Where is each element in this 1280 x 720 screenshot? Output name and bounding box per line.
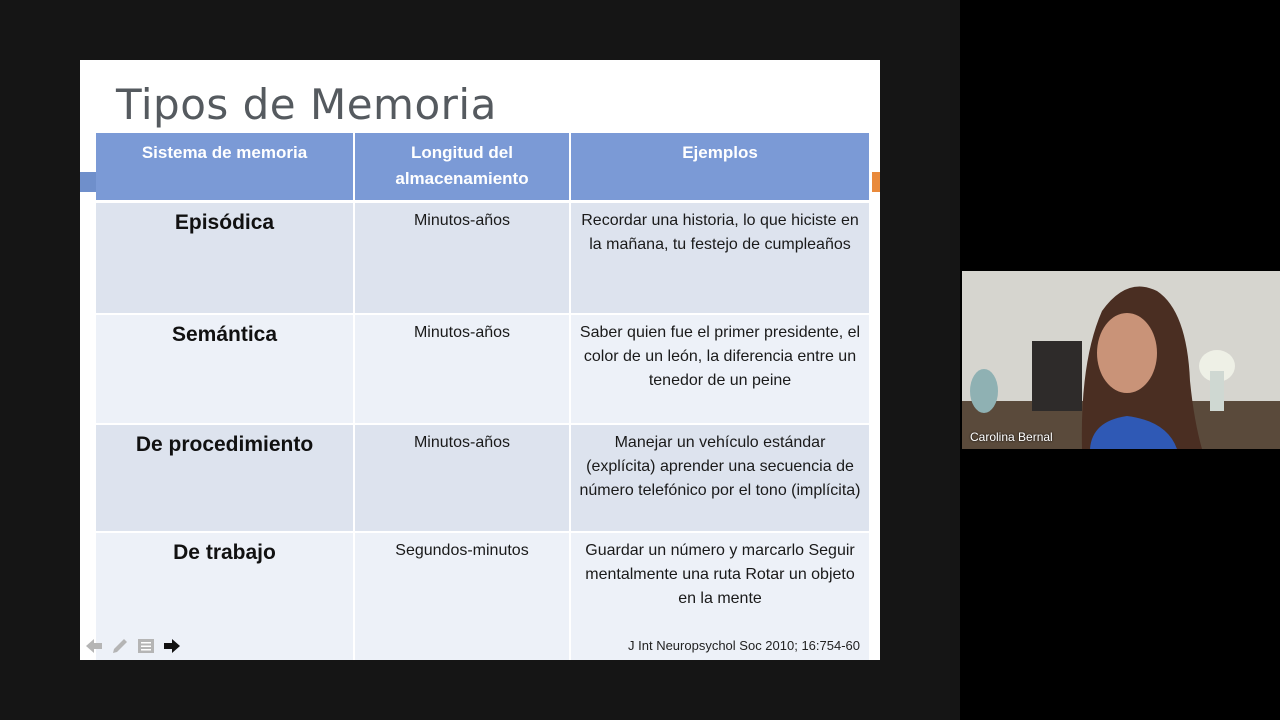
- slide-title: Tipos de Memoria: [116, 80, 497, 129]
- slide-controls: [84, 636, 182, 656]
- presentation-slide: [80, 60, 880, 660]
- header-length: Longitud del almacenamiento: [354, 133, 570, 202]
- accent-bar-left: [80, 172, 96, 192]
- arrow-right-icon[interactable]: [162, 636, 182, 656]
- table-header-row: [96, 133, 870, 202]
- table-row: [96, 314, 870, 424]
- cell-examples: Recordar una historia, lo que hiciste en la mañana, tu festejo de cumpleaños: [570, 202, 870, 315]
- table-row: [96, 202, 870, 315]
- cell-examples: Saber quien fue el primer presidente, el color de un león, la diferencia entre un tenedor de un peine: [570, 314, 870, 424]
- participant-video-icon: [962, 271, 1280, 449]
- cell-examples: Manejar un vehículo estándar (explícita) aprender una secuencia de número telefónico por el tono (implícita): [570, 424, 870, 532]
- cell-length: Segundos-minutos: [354, 532, 570, 660]
- memory-types-table: [96, 133, 871, 660]
- cell-length: Minutos-años: [354, 314, 570, 424]
- cell-length: Minutos-años: [354, 424, 570, 532]
- menu-icon[interactable]: [136, 636, 156, 656]
- cell-system: De procedimiento: [96, 424, 354, 532]
- pen-icon[interactable]: [110, 636, 130, 656]
- cell-length: Minutos-años: [354, 202, 570, 315]
- cell-system: Episódica: [96, 202, 354, 315]
- accent-bar-right: [872, 172, 880, 192]
- participant-video-tile[interactable]: [962, 271, 1280, 449]
- cell-system: De trabajo: [96, 532, 354, 660]
- arrow-left-icon[interactable]: [84, 636, 104, 656]
- cell-examples: Guardar un número y marcarlo Seguir mentalmente una ruta Rotar un objeto en la mente: [570, 532, 870, 660]
- citation: J Int Neuropsychol Soc 2010; 16:754-60: [628, 638, 860, 653]
- header-examples: Ejemplos: [570, 133, 870, 202]
- table-row: [96, 424, 870, 532]
- header-system: Sistema de memoria: [96, 133, 354, 202]
- cell-system: Semántica: [96, 314, 354, 424]
- participant-name: Carolina Bernal: [970, 430, 1053, 444]
